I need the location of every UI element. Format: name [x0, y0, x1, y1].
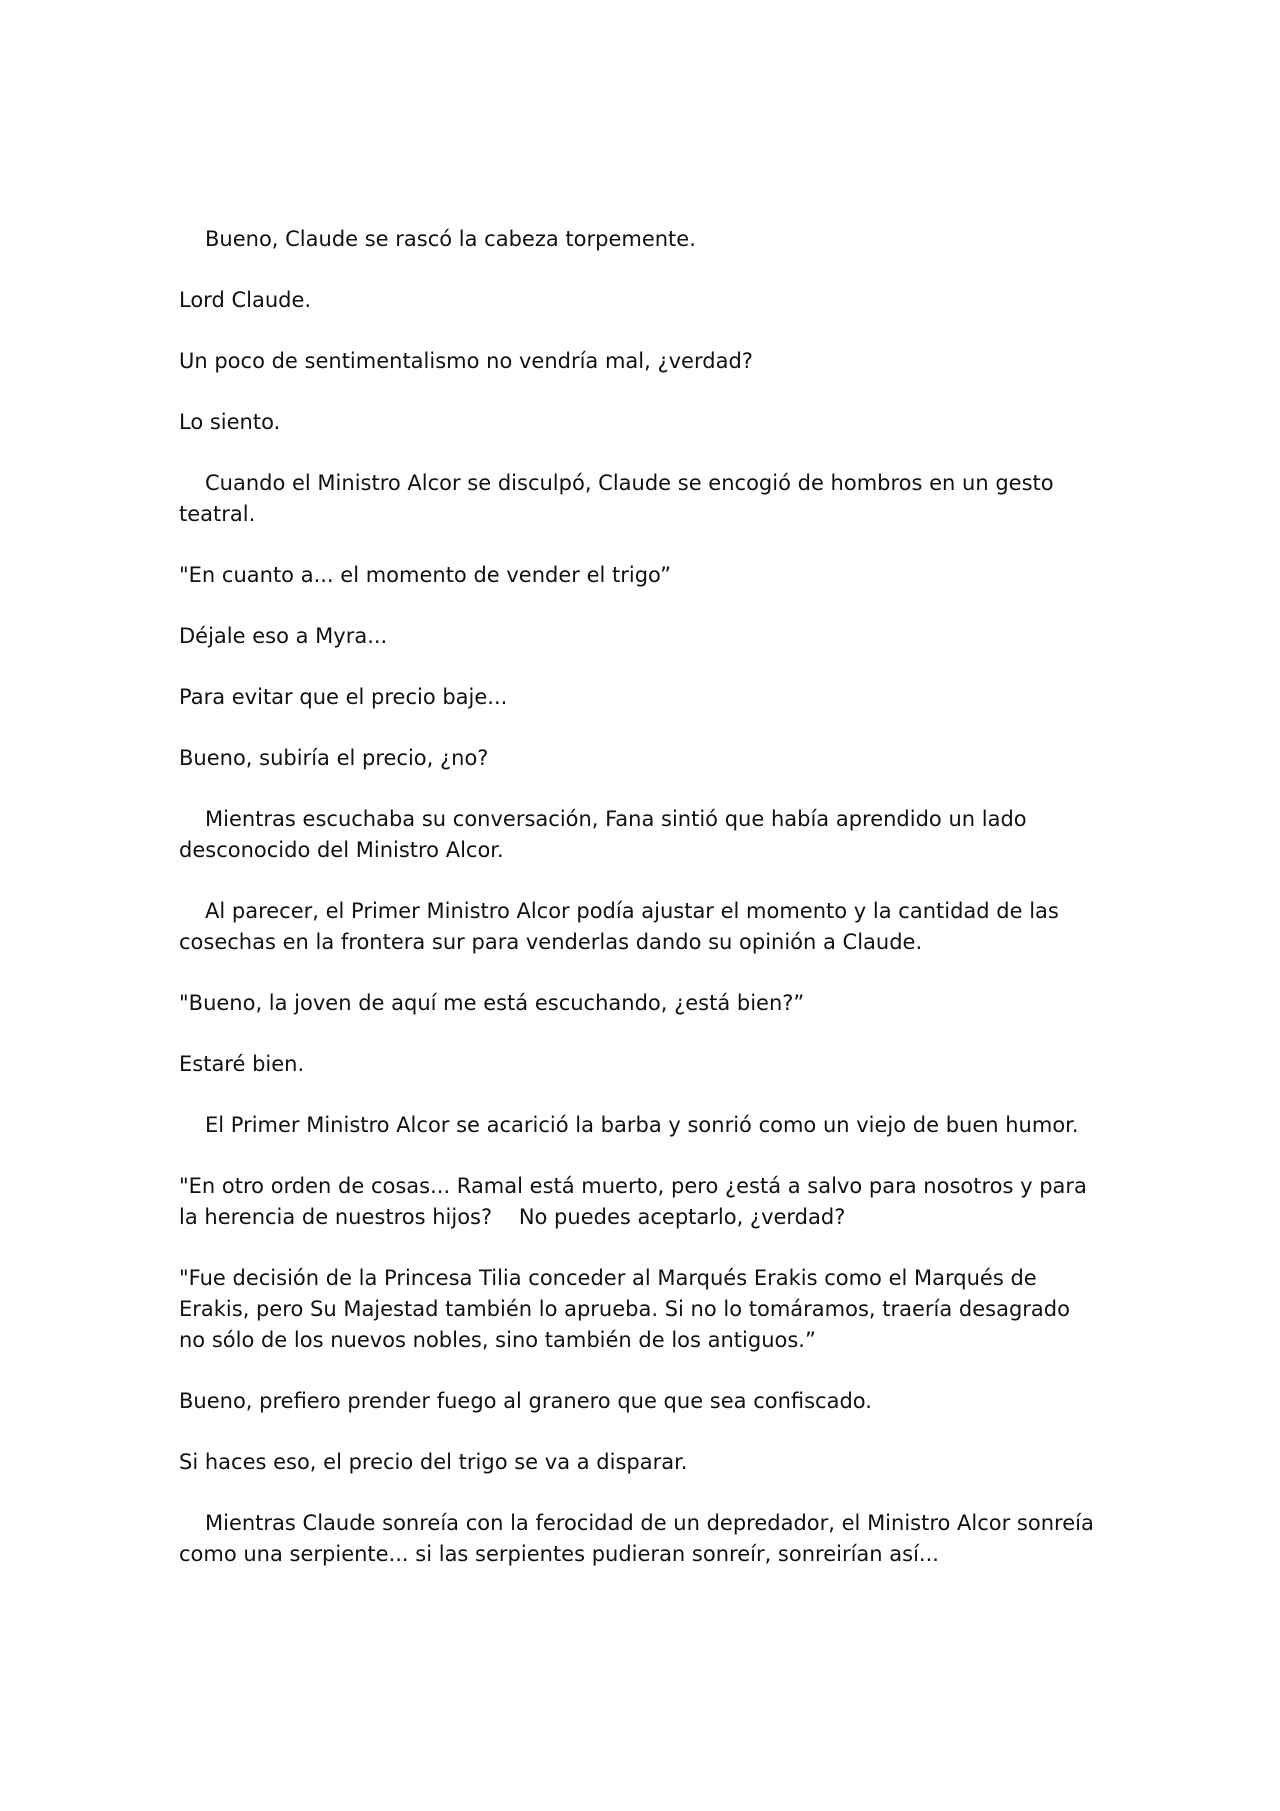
paragraph: "En otro orden de cosas... Ramal está muerto, pero ¿está a salvo para nosotros y para la herencia de nuestros hijos? No puedes aceptarlo, ¿verdad?: [179, 1174, 1094, 1229]
paragraph: Al parecer, el Primer Ministro Alcor podía ajustar el momento y la cantidad de las cosechas en la frontera sur para venderlas dando su opinión a Claude.: [179, 899, 1066, 954]
paragraph: Estaré bien.: [179, 1052, 305, 1076]
paragraph: Un poco de sentimentalismo no vendría mal, ¿verdad?: [179, 349, 753, 373]
paragraph: Si haces eso, el precio del trigo se va a disparar.: [179, 1450, 688, 1474]
paragraph: Bueno, Claude se rascó la cabeza torpemente.: [205, 227, 696, 251]
paragraph: Para evitar que el precio baje...: [179, 685, 508, 709]
paragraph: Bueno, prefiero prender fuego al granero que que sea confiscado.: [179, 1389, 872, 1413]
paragraph: "Bueno, la joven de aquí me está escuchando, ¿está bien?”: [179, 991, 805, 1015]
paragraph: Bueno, subiría el precio, ¿no?: [179, 746, 489, 770]
paragraph: Lord Claude.: [179, 288, 312, 312]
paragraph: "Fue decisión de la Princesa Tilia conceder al Marqués Erakis como el Marqués de Erakis, pero Su Majestad también lo aprueba. Si no lo tomáramos, traería desagrado no sólo de los nuevos nobles, sino también de los antiguos.”: [179, 1266, 1077, 1352]
paragraph: "En cuanto a... el momento de vender el trigo”: [179, 563, 672, 587]
paragraph: Mientras escuchaba su conversación, Fana sintió que había aprendido un lado desconocido del Ministro Alcor.: [179, 807, 1034, 862]
paragraph: El Primer Ministro Alcor se acarició la barba y sonrió como un viejo de buen humor.: [205, 1113, 1079, 1137]
body-text: [179, 224, 1099, 1600]
paragraph: Mientras Claude sonreía con la ferocidad de un depredador, el Ministro Alcor sonreía como una serpiente... si las serpientes pudieran sonreír, sonreirían así...: [179, 1511, 1101, 1566]
paragraph: Cuando el Ministro Alcor se disculpó, Claude se encogió de hombros en un gesto teatral.: [179, 471, 1061, 526]
paragraph: Lo siento.: [179, 410, 281, 434]
paragraph: Déjale eso a Myra...: [179, 624, 388, 648]
